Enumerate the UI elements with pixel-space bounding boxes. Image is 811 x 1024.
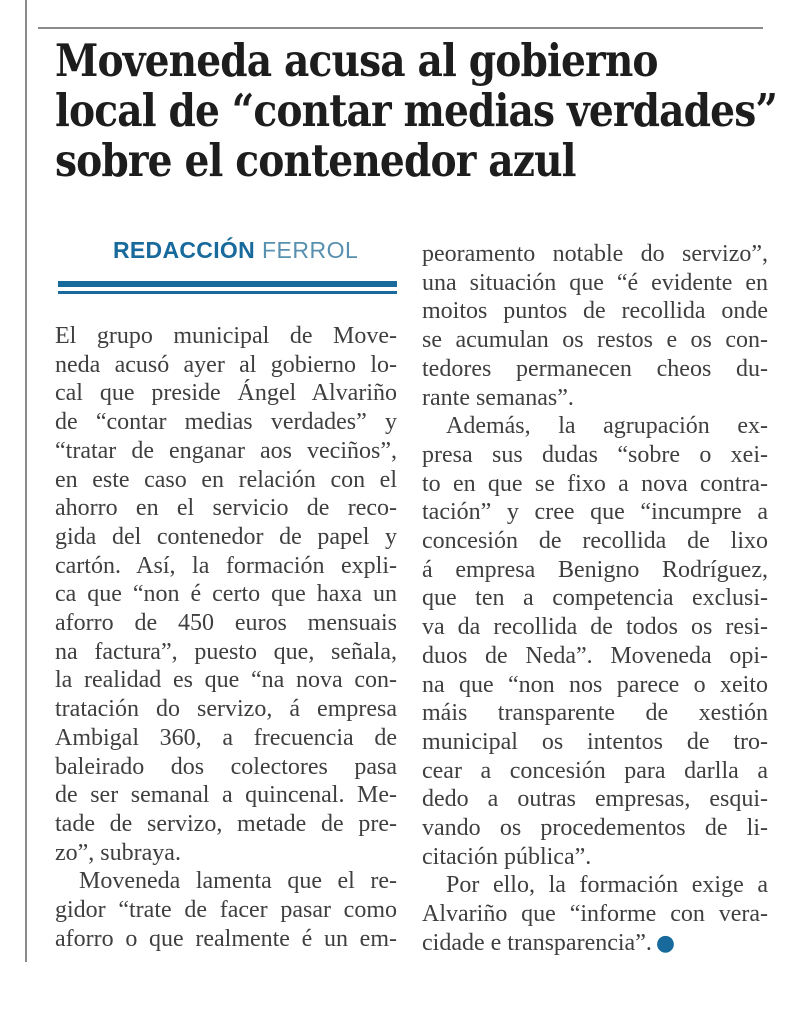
article-text-line: cal que preside Ángel Alvariño	[55, 380, 397, 407]
headline-line: Moveneda acusa al gobierno	[55, 34, 658, 87]
article-text-line: se acumulan os restos e os con-	[422, 327, 768, 354]
article-text-line: que ten a competencia exclusi-	[422, 585, 768, 612]
article-text-line: presa sus dudas “sobre o xei-	[422, 441, 768, 468]
article-text-line: Moveneda lamenta que el re-	[79, 868, 397, 895]
article-text-line: tación” y cree que “incumpre a	[422, 499, 768, 526]
article-text-line: aforro o que realmente é un em-	[55, 925, 397, 952]
headline-line: local de “contar medias verdades”	[55, 84, 778, 137]
article-text-line: en este caso en relación con el	[55, 466, 397, 493]
article-text-line: aforro de 450 euros mensuais	[55, 610, 397, 637]
article-text-line: municipal os intentos de tro-	[422, 728, 768, 755]
article-text-line: una situación que “é evidente en	[422, 269, 768, 296]
article-text-line: cidade e transparencia”. ●	[422, 929, 676, 956]
article-text-line: ca que “non é certo que haxa un	[55, 581, 397, 608]
article-text-line: baleirado dos colectores pasa	[55, 753, 397, 780]
article-text-line: Alvariño que “informe con vera-	[422, 901, 768, 928]
article-text-line: peoramento notable do servizo”,	[422, 241, 768, 267]
article-top-separator-rule	[38, 27, 763, 29]
article-text-line: máis transparente de xestión	[422, 700, 768, 727]
article-text-line: tratación do servizo, á empresa	[55, 696, 397, 723]
article-headline	[55, 36, 811, 186]
article-text-line: cear a concesión para darlla a	[422, 757, 768, 784]
article-text-line: Por ello, la formación exige a	[446, 872, 768, 899]
article-text-line: El grupo municipal de Move-	[55, 323, 397, 349]
byline	[113, 237, 358, 263]
page-left-column-rule	[25, 0, 27, 962]
article-text-line: cartón. Así, la formación expli-	[55, 552, 397, 579]
byline-author: REDACCIÓN	[113, 237, 255, 263]
article-text-line: gidor “trate de facer pasar como	[55, 897, 397, 924]
article-end-dot: ●	[655, 930, 676, 956]
article-text-line: tade de servizo, metade de pre-	[55, 810, 397, 837]
article-column-right	[422, 240, 768, 959]
article-text-line: neda acusó ayer al gobierno lo-	[55, 351, 397, 378]
article-text-line: zo”, subraya.	[55, 839, 181, 866]
article-text-line: vando os procedementos de li-	[422, 815, 768, 842]
article-text-line: “tratar de enganar aos veciños”,	[55, 437, 397, 464]
article-text-line: to en que se fixo a nova contra-	[422, 470, 768, 497]
byline-rule-thin	[58, 291, 397, 294]
article-text-line: na factura”, puesto que, señala,	[55, 638, 397, 665]
article-text-line: duos de Neda”. Moveneda opi-	[422, 642, 768, 669]
article-text-line: va da recollida de todos os resi-	[422, 614, 768, 641]
article-text-line: rante semanas”.	[422, 384, 574, 411]
byline-location: FERROL	[261, 237, 359, 263]
headline-line: sobre el contenedor azul	[55, 134, 576, 187]
article-text-line: concesión de recollida de lixo	[422, 528, 768, 555]
article-text-line: citación pública”.	[422, 843, 592, 870]
article-text-line: moitos puntos de recollida onde	[422, 298, 768, 325]
byline-double-rule	[58, 281, 397, 294]
article-text-line: Ambigal 360, a frecuencia de	[55, 724, 397, 751]
article-text-line: la realidad es que “na nova con-	[55, 667, 397, 694]
article-text-line: na que “non nos parece o xeito	[422, 671, 768, 698]
article-text-line: de ser semanal a quincenal. Me-	[55, 782, 397, 809]
article-text-line: tedores permanecen cheos du-	[422, 355, 768, 382]
article-text-line: gida del contenedor de papel y	[55, 523, 397, 550]
byline-rule-thick	[58, 281, 397, 287]
article-column-left	[55, 322, 397, 953]
article-text-line: dedo a outras empresas, esqui-	[422, 786, 768, 813]
article-text-line: ahorro en el servicio de reco-	[55, 495, 397, 522]
article-text-line: á empresa Benigno Rodríguez,	[422, 556, 768, 583]
article-text-line: Además, la agrupación ex-	[446, 413, 768, 440]
article-text-line: de “contar medias verdades” y	[55, 409, 397, 436]
